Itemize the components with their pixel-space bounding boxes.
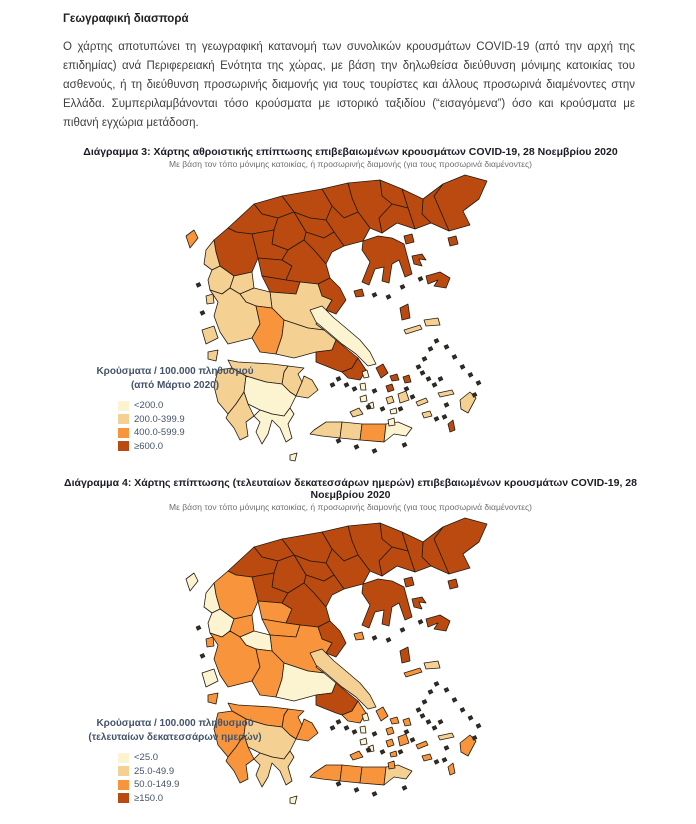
islet bbox=[402, 786, 407, 791]
islet bbox=[460, 365, 465, 370]
region-thasos bbox=[404, 577, 414, 587]
legend-item-label: ≥600.0 bbox=[134, 440, 163, 452]
region-zakynthos bbox=[208, 693, 218, 704]
chart-4-title: Διάγραμμα 4: Χάρτης επίπτωσης (τελευταίων δεκατεσσάρων ημερών) επιβεβαιωμένων κρουσμάτων COVID-19, 28 Νοεμβρίου 2020 bbox=[64, 477, 637, 501]
islet bbox=[476, 381, 481, 386]
islet bbox=[416, 708, 421, 713]
islet bbox=[432, 383, 437, 388]
islet bbox=[434, 682, 439, 687]
region-ios bbox=[390, 408, 397, 414]
islet bbox=[352, 387, 357, 392]
region-iraklio bbox=[360, 767, 386, 785]
region-karpathos bbox=[448, 420, 455, 432]
islet bbox=[400, 628, 405, 633]
region-milos bbox=[350, 408, 363, 417]
islet bbox=[428, 347, 433, 352]
legend-item bbox=[118, 765, 287, 779]
islet bbox=[428, 690, 433, 695]
chart-3-title: Διάγραμμα 3: Χάρτης αθροιστικής επίπτωσης επιβεβαιωμένων κρουσμάτων COVID-19, 28 Νοεμβρίου 2020 bbox=[83, 146, 618, 158]
region-samothraki bbox=[448, 579, 458, 589]
islet bbox=[452, 355, 457, 360]
region-kea bbox=[362, 370, 369, 378]
region-santorini bbox=[388, 761, 395, 769]
legend-item bbox=[118, 413, 287, 427]
islet bbox=[344, 383, 349, 388]
islet bbox=[200, 311, 205, 316]
legend-items bbox=[118, 751, 287, 805]
region-chania bbox=[310, 422, 342, 438]
islet bbox=[422, 357, 427, 362]
islet bbox=[336, 720, 341, 725]
page-title: Γεωγραφική διασπορά bbox=[63, 13, 189, 25]
region-kythnos bbox=[360, 726, 366, 733]
chart-3-legend bbox=[63, 365, 287, 453]
islet bbox=[352, 730, 357, 735]
region-ikaria bbox=[404, 668, 422, 677]
figure-chart-4 bbox=[63, 477, 638, 824]
islet bbox=[398, 407, 403, 412]
region-chania bbox=[310, 765, 342, 781]
islet bbox=[372, 293, 377, 298]
region-andros bbox=[376, 707, 388, 721]
islet bbox=[452, 698, 457, 703]
region-astypalaia bbox=[422, 411, 432, 418]
islet bbox=[336, 782, 341, 787]
islet bbox=[442, 415, 447, 420]
region-astypalaia bbox=[422, 754, 432, 761]
region-milos bbox=[350, 751, 363, 760]
legend-item-label: 50.0-149.9 bbox=[134, 779, 180, 791]
islet bbox=[354, 788, 359, 793]
islet bbox=[336, 439, 341, 444]
region-chios bbox=[400, 304, 410, 320]
legend-swatch bbox=[118, 428, 129, 438]
legend-swatch bbox=[118, 793, 129, 803]
region-andros bbox=[376, 364, 388, 378]
region-tinos bbox=[390, 374, 399, 381]
islet bbox=[404, 387, 409, 392]
region-mykonos bbox=[403, 718, 411, 726]
region-limnos bbox=[412, 597, 426, 609]
legend-title-line2: (από Μάρτιο 2020) bbox=[130, 380, 220, 391]
region-kos bbox=[438, 390, 454, 397]
islet bbox=[426, 720, 431, 725]
islet bbox=[444, 403, 449, 408]
islet bbox=[336, 377, 341, 382]
islet bbox=[468, 373, 473, 378]
islet bbox=[330, 383, 335, 388]
legend-swatch bbox=[118, 753, 129, 763]
islet bbox=[354, 445, 359, 450]
islet bbox=[410, 395, 415, 400]
region-amorgos bbox=[416, 398, 428, 406]
region-lasithi bbox=[384, 422, 412, 442]
region-samos bbox=[424, 318, 440, 326]
legend-swatch bbox=[118, 401, 129, 411]
region-lefkada bbox=[206, 637, 214, 647]
region-samothraki bbox=[448, 236, 458, 246]
islet bbox=[372, 389, 377, 394]
islet bbox=[196, 283, 201, 288]
region-ikaria bbox=[404, 325, 422, 334]
legend-items bbox=[118, 399, 287, 453]
region-chios bbox=[400, 647, 410, 663]
islet bbox=[410, 738, 415, 743]
islet bbox=[434, 760, 439, 765]
islet bbox=[344, 726, 349, 731]
legend-title-line1: Κρούσματα / 100.000 πληθυσμού bbox=[96, 718, 254, 729]
region-lasithi bbox=[384, 765, 412, 785]
legend-item-label: <200.0 bbox=[134, 400, 164, 412]
legend-swatch bbox=[118, 780, 129, 790]
legend-item-label: ≥150.0 bbox=[134, 792, 163, 804]
legend-item bbox=[118, 426, 287, 440]
islet bbox=[196, 626, 201, 631]
islet bbox=[398, 750, 403, 755]
islet bbox=[460, 708, 465, 713]
islet bbox=[380, 750, 385, 755]
chart-4-subtitle: Με βάση τον τόπο μόνιμης κατοικίας, ή προσωρινής διαμονής (για τους προσωρινά διαμένοντες) bbox=[169, 502, 532, 512]
islet bbox=[372, 792, 377, 797]
region-thasos bbox=[404, 234, 414, 244]
region-mykonos bbox=[403, 375, 411, 383]
region-iraklio bbox=[360, 424, 386, 442]
legend-swatch bbox=[118, 441, 129, 451]
intro-paragraph: Ο χάρτης αποτυπώνει τη γεωγραφική κατανομή των συνολικών κρουσμάτων COVID-19 (από την αρχή της επιδημίας) ανά Περιφερειακή Ενότητα της χώρας, με βάση την δηλωθείσα διεύθυνση μόνιμης κατοικίας του ασθενούς, ή τη διεύθυνση προσωρινής διαμονής για τους τουρίστες και άλλους προσωρινά διαμένοντες στην Ελλάδα. Συμπεριλαμβάνονται τόσο κρούσματα με ιστορικό ταξιδίου (“εισαγόμενα”) όσο και κρούσματα με πιθανή εγχώρια μετάδοση. bbox=[63, 41, 635, 129]
region-kefalonia bbox=[202, 669, 218, 687]
region-skopelos bbox=[354, 289, 364, 297]
islet bbox=[438, 720, 443, 725]
islet bbox=[418, 277, 423, 282]
islet bbox=[372, 636, 377, 641]
islet bbox=[444, 746, 449, 751]
legend-item bbox=[118, 778, 287, 792]
islet bbox=[432, 726, 437, 731]
region-kythira bbox=[290, 453, 297, 461]
islet bbox=[426, 377, 431, 382]
islet bbox=[434, 339, 439, 344]
region-serifos bbox=[360, 395, 367, 402]
region-samos bbox=[424, 661, 440, 669]
region-kea bbox=[362, 713, 369, 721]
chart-4-map-area bbox=[63, 512, 638, 824]
region-serifos bbox=[360, 738, 367, 745]
legend-item-label: 25.0-49.9 bbox=[134, 765, 175, 777]
region-santorini bbox=[388, 418, 395, 426]
islet bbox=[400, 285, 405, 290]
legend-title bbox=[63, 365, 287, 393]
islet bbox=[330, 726, 335, 731]
islet bbox=[420, 714, 425, 719]
region-chalkidiki bbox=[362, 579, 412, 628]
islet bbox=[386, 295, 391, 300]
islet bbox=[402, 443, 407, 448]
region-paros bbox=[386, 396, 394, 404]
islet bbox=[434, 417, 439, 422]
islet bbox=[386, 638, 391, 643]
region-kefalonia bbox=[202, 326, 218, 344]
region-rethymno bbox=[340, 422, 362, 440]
islet bbox=[418, 620, 423, 625]
region-amorgos bbox=[416, 741, 428, 749]
region-syros bbox=[386, 727, 394, 735]
legend-item-label: 400.0-599.9 bbox=[134, 427, 185, 439]
region-lesvos bbox=[426, 615, 450, 631]
legend-title bbox=[63, 717, 287, 745]
region-lesvos bbox=[426, 272, 450, 288]
region-skopelos bbox=[354, 632, 364, 640]
islet bbox=[380, 407, 385, 412]
islet bbox=[444, 688, 449, 693]
region-rethymno bbox=[340, 765, 362, 783]
region-naxos bbox=[398, 734, 409, 746]
chart-3-subtitle: Με βάση τον τόπο μόνιμης κατοικίας, ή προσωρινής διαμονής (για τους προσωρινά διαμένοντες) bbox=[169, 159, 532, 169]
islet bbox=[468, 716, 473, 721]
region-zakynthos bbox=[208, 350, 218, 361]
region-naxos bbox=[398, 391, 409, 403]
legend-item bbox=[118, 399, 287, 413]
islet bbox=[404, 730, 409, 735]
legend-swatch bbox=[118, 414, 129, 424]
islet bbox=[442, 758, 447, 763]
chart-3-map-area bbox=[63, 169, 638, 475]
islet bbox=[372, 449, 377, 454]
legend-item-label: <25.0 bbox=[134, 752, 159, 764]
legend-item-label: 200.0-399.9 bbox=[134, 413, 185, 425]
region-limnos bbox=[412, 254, 426, 266]
islet bbox=[416, 365, 421, 370]
figure-chart-3 bbox=[63, 146, 638, 475]
islet bbox=[444, 345, 449, 350]
islet bbox=[372, 732, 377, 737]
islet bbox=[420, 371, 425, 376]
islet bbox=[422, 700, 427, 705]
region-tinos bbox=[390, 717, 399, 724]
region-kythnos bbox=[360, 383, 366, 390]
legend-item bbox=[118, 751, 287, 765]
islet bbox=[476, 724, 481, 729]
legend-item bbox=[118, 440, 287, 454]
region-paros bbox=[386, 739, 394, 747]
chart-4-legend bbox=[63, 717, 287, 805]
region-lefkada bbox=[206, 294, 214, 304]
legend-swatch bbox=[118, 766, 129, 776]
region-ios bbox=[390, 751, 397, 757]
region-syros bbox=[386, 384, 394, 392]
islet bbox=[200, 654, 205, 659]
region-kerkyra bbox=[186, 230, 198, 248]
legend-title-line1: Κρούσματα / 100.000 πληθυσμού bbox=[96, 366, 254, 377]
islet bbox=[438, 377, 443, 382]
region-kos bbox=[438, 733, 454, 740]
region-kerkyra bbox=[186, 573, 198, 591]
region-chalkidiki bbox=[362, 236, 412, 285]
region-karpathos bbox=[448, 763, 455, 775]
legend-title-line2: (τελευταίων δεκατεσσάρων ημερών) bbox=[88, 732, 262, 743]
